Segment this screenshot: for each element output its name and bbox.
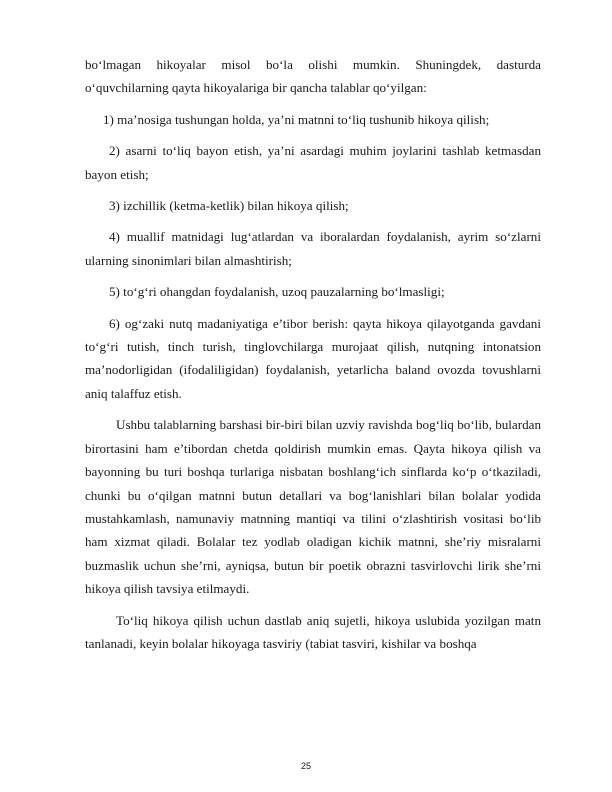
list-item-3: 3) izchillik (ketma-ketlik) bilan hikoya qilish; xyxy=(109,198,349,214)
page-number: 25 xyxy=(300,761,311,771)
list-item-1: 1) ma’nosiga tushungan holda, ya’ni matnni toʻliq tushunib hikoya qilish; xyxy=(103,111,490,127)
paragraph-full-retelling: Toʻliq hikoya qilish uchun dastlab aniq sujetli, hikoya uslubida yozilgan matn tanlanadi, keyin bolalar hikoyaga tasviriy (tabiat tasviri, kishilar va boshqa xyxy=(85,612,541,651)
list-item-6: 6) ogʻzaki nutq madaniyatiga e’tibor berish: qayta hikoya qilayotganda gavdani toʻgʻri tutish, tinch turish, tinglovchilarga murojaat qilish, nutqning intonatsion ma’nodorligidan (ifodaliligidan) foydalanish, yetarlicha baland ovozda tovushlarni aniq talaffuz etish. xyxy=(85,315,541,401)
paragraph-requirements: Ushbu talablarning barshasi bir-biri bilan uzviy ravishda bogʻliq boʻlib, bulardan birortasini ham e’tibordan chetda qoldirish mumkin emas. Qayta hikoya qilish va bayonning bu turi boshqa turlariga nisbatan boshlangʻich sinflarda koʻp oʻtkaziladi, chunki bu oʻqilgan matnni butun detallari va bogʻlanishlari bilan bolalar yodida mustahkamlash, namunaviy matnning mantiqi va tilini oʻzlashtirish vositasi boʻlib ham xizmat qiladi. Bolalar tez yodlab oladigan kichik matnni, she’riy misralarni buzmaslik uchun she’rni, ayniqsa, butun bir poetik obrazni tasvirlovchi lirik she’rni hikoya qilish tavsiya etilmaydi. xyxy=(85,417,541,597)
list-item-5: 5) toʻgʻri ohangdan foydalanish, uzoq pauzalarning boʻlmasligi; xyxy=(109,284,445,300)
document-body xyxy=(85,53,541,655)
list-item-4: 4) muallif matnidagi lugʻatlardan va iboralardan foydalanish, ayrim soʻzlarni ularning sinonimlari bilan almashtirish; xyxy=(85,229,541,268)
paragraph-intro: boʻlmagan hikoyalar misol boʻla olishi mumkin. Shuningdek, dasturda oʻquvchilarning qayta hikoyalariga bir qancha talablar qoʻyilgan: xyxy=(85,57,541,96)
list-item-2: 2) asarni toʻliq bayon etish, ya’ni asardagi muhim joylarini tashlab ketmasdan bayon etish; xyxy=(85,143,541,182)
